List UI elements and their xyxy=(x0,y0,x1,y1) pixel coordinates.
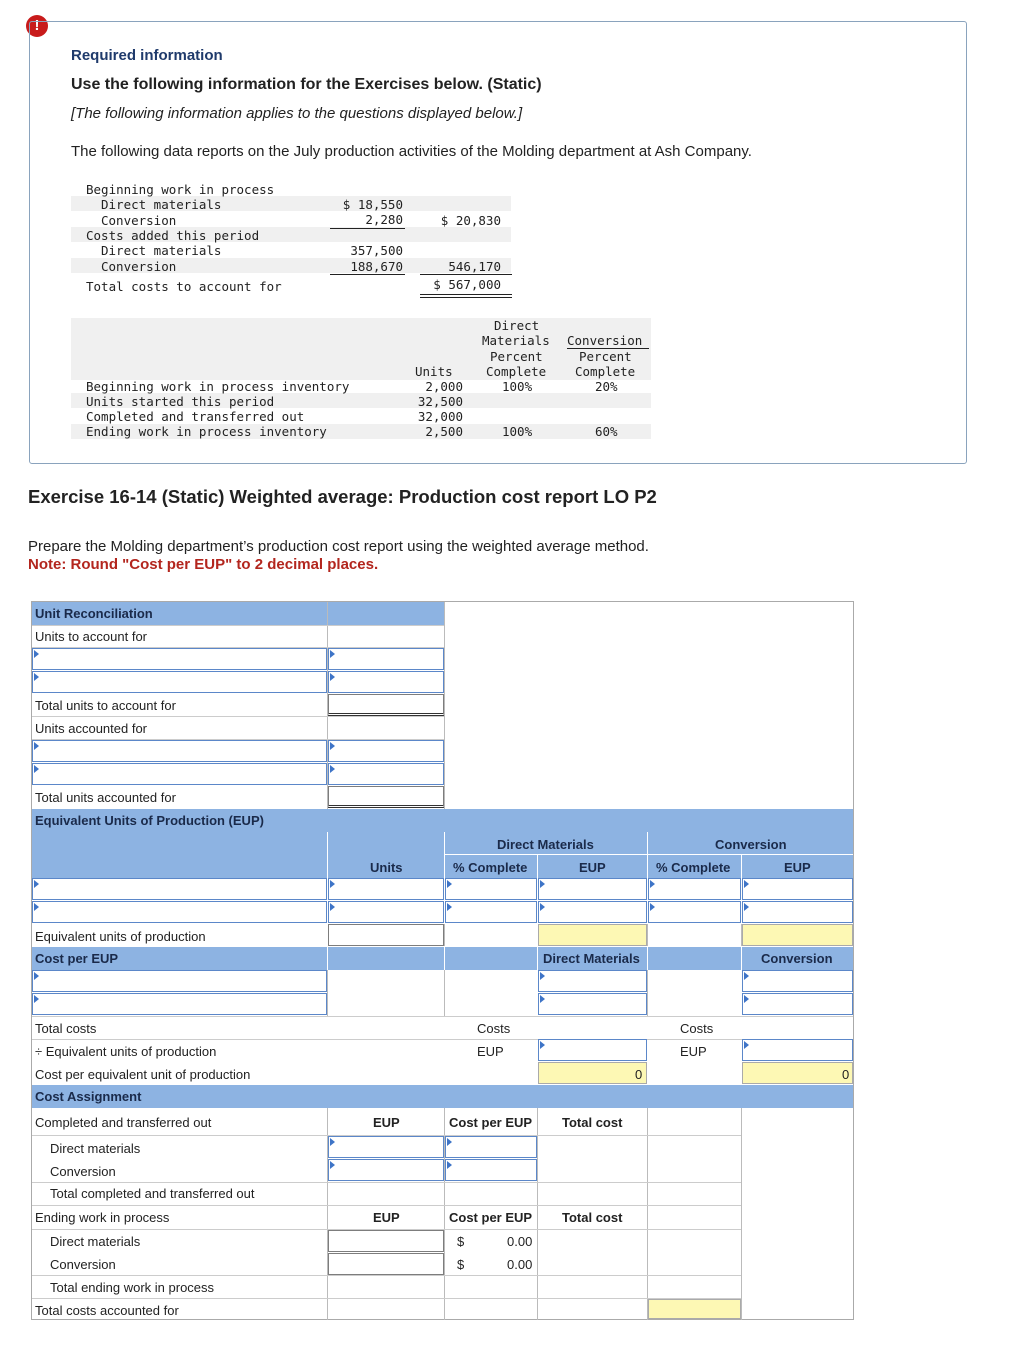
eup-row-2-dm-pct-input[interactable] xyxy=(445,901,537,923)
eup-row-1-dm-eup-input[interactable] xyxy=(538,878,647,900)
dm-cost-per-unit xyxy=(538,1062,647,1084)
rounding-note: Note: Round "Cost per EUP" to 2 decimal places. xyxy=(28,556,379,573)
eup-row-2-conv-pct-input[interactable] xyxy=(648,901,741,923)
ending-dm-cpe-value: 0.00 xyxy=(507,1234,533,1249)
bwip-label: Beginning work in process xyxy=(86,182,275,197)
ending-dm-dollar: $ xyxy=(457,1234,465,1249)
exercise-instructions: Prepare the Molding department’s production cost report using the weighted average method. xyxy=(28,538,649,555)
eup-conv-heading: Conversion xyxy=(715,837,787,852)
units-row-value: 2,000 xyxy=(425,379,463,394)
total-ending-label: Total ending work in process xyxy=(50,1280,215,1295)
cost-assignment-heading: Cost Assignment xyxy=(35,1089,142,1104)
dm-eup-divisor-input[interactable] xyxy=(538,1039,647,1061)
dm-cost-per-unit-value: 0 xyxy=(635,1067,643,1082)
conv-eup-divisor-input[interactable] xyxy=(742,1039,853,1061)
ending-conv-dollar: $ xyxy=(457,1257,465,1272)
eup-row-1-conv-eup-input[interactable] xyxy=(742,878,853,900)
ending-total-hdr: Total cost xyxy=(562,1210,623,1225)
units-row-label: Beginning work in process inventory xyxy=(86,379,350,394)
cost-row-2-label-input[interactable] xyxy=(32,993,327,1015)
total-costs-label: Total costs to account for xyxy=(86,279,282,294)
units-row-label: Ending work in process inventory xyxy=(86,424,327,439)
added-dm-label: Direct materials xyxy=(101,243,222,258)
cost-row-2-dm-input[interactable] xyxy=(538,993,647,1015)
eup-dm-eup-col: EUP xyxy=(579,860,606,875)
eup-conv-eup-col: EUP xyxy=(784,860,811,875)
eup-dm-pct-col: % Complete xyxy=(453,860,528,875)
units-to-account-value-input-2[interactable] xyxy=(328,671,444,693)
units-to-account-label: Units to account for xyxy=(35,629,147,644)
cost-row-1-label-input[interactable] xyxy=(32,970,327,992)
eup-conv-pct-col: % Complete xyxy=(656,860,731,875)
ending-conv-cpe-value: 0.00 xyxy=(507,1257,533,1272)
units-to-account-label-input-2[interactable] xyxy=(32,671,327,693)
completed-conv-eup-input[interactable] xyxy=(328,1159,444,1181)
hdr-units: Units xyxy=(415,364,453,379)
ending-dm-label: Direct materials xyxy=(50,1234,141,1249)
eup-row-2-units-input[interactable] xyxy=(328,901,444,923)
ending-conv-eup-input[interactable] xyxy=(328,1253,444,1275)
total-completed-label: Total completed and transferred out xyxy=(50,1186,255,1201)
eup-total-conv xyxy=(742,924,853,946)
eup-dm-heading: Direct Materials xyxy=(497,837,594,852)
hdr-dm-3: Percent xyxy=(490,349,543,364)
unit-reconciliation-heading: Unit Reconciliation xyxy=(35,606,153,621)
bwip-total-value: $ 20,830 xyxy=(440,213,501,228)
added-conv-value: 188,670 xyxy=(350,259,403,274)
cost-per-unit-label: Cost per equivalent unit of production xyxy=(35,1067,251,1082)
total-units-accounted-label: Total units accounted for xyxy=(35,790,176,805)
completed-conv-label: Conversion xyxy=(50,1164,116,1179)
units-to-account-value-input-1[interactable] xyxy=(328,648,444,670)
eup-row-2-label-input[interactable] xyxy=(32,901,327,923)
bwip-dm-label: Direct materials xyxy=(101,197,222,212)
conv-eup-word: EUP xyxy=(680,1044,707,1059)
completed-cpe-hdr: Cost per EUP xyxy=(449,1115,533,1130)
units-row-conv: 20% xyxy=(595,379,618,394)
units-row-dm: 100% xyxy=(502,424,533,439)
units-row-value: 32,500 xyxy=(417,394,463,409)
eup-row-1-label-input[interactable] xyxy=(32,878,327,900)
added-dm-value: 357,500 xyxy=(350,243,403,258)
use-info-heading: Use the following information for the Exercises below. (Static) xyxy=(71,76,542,93)
completed-out-label: Completed and transferred out xyxy=(35,1115,212,1130)
ending-conv-label: Conversion xyxy=(50,1257,116,1272)
total-costs-accounted-value xyxy=(648,1299,741,1319)
ending-dm-eup-input[interactable] xyxy=(328,1230,444,1252)
total-costs-value: $ 567,000 xyxy=(433,277,501,292)
units-row-dm: 100% xyxy=(502,379,533,394)
alert-icon: ! xyxy=(26,15,48,37)
eup-row-2-conv-eup-input[interactable] xyxy=(742,901,853,923)
eup-total-label: Equivalent units of production xyxy=(35,929,206,944)
added-total-value: 546,170 xyxy=(448,259,501,274)
production-cost-report xyxy=(31,601,854,1320)
added-conv-label: Conversion xyxy=(101,259,177,274)
units-accounted-value-input-1[interactable] xyxy=(328,740,444,762)
units-row-value: 32,000 xyxy=(417,409,463,424)
eup-total-dm xyxy=(538,924,647,946)
hdr-conv-1: Conversion xyxy=(567,333,643,348)
eup-row-1-conv-pct-input[interactable] xyxy=(648,878,741,900)
cost-per-eup-dm-heading: Direct Materials xyxy=(543,951,640,966)
conv-cost-per-unit xyxy=(742,1062,853,1084)
total-costs-accounted-label: Total costs accounted for xyxy=(35,1303,179,1318)
completed-eup-hdr: EUP xyxy=(373,1115,400,1130)
units-row-value: 2,500 xyxy=(425,424,463,439)
dm-costs-word: Costs xyxy=(477,1021,511,1036)
completed-conv-cpe-input[interactable] xyxy=(445,1159,537,1181)
cost-per-eup-heading: Cost per EUP xyxy=(35,951,119,966)
hdr-dm-4: Complete xyxy=(486,364,547,379)
dm-eup-word: EUP xyxy=(477,1044,504,1059)
hdr-conv-2: Percent xyxy=(579,349,632,364)
units-row-label: Completed and transferred out xyxy=(86,409,305,424)
intro-text: The following data reports on the July production activities of the Molding department at Ash Company. xyxy=(71,143,752,160)
hdr-dm-1: Direct xyxy=(494,318,540,333)
div-eup-label: ÷ Equivalent units of production xyxy=(35,1044,217,1059)
hdr-conv-3: Complete xyxy=(575,364,636,379)
ending-cpe-hdr: Cost per EUP xyxy=(449,1210,533,1225)
conv-costs-word: Costs xyxy=(680,1021,714,1036)
units-accounted-label: Units accounted for xyxy=(35,721,148,736)
hdr-dm-2: Materials xyxy=(482,333,550,348)
bwip-dm-value: $ 18,550 xyxy=(342,197,403,212)
eup-total-units-input[interactable] xyxy=(328,924,444,946)
total-units-to-account-input[interactable] xyxy=(328,694,444,716)
eup-units-col: Units xyxy=(370,860,403,875)
ending-eup-hdr: EUP xyxy=(373,1210,400,1225)
completed-dm-eup-input[interactable] xyxy=(328,1136,444,1158)
required-info-title: Required information xyxy=(71,47,223,64)
completed-total-hdr: Total cost xyxy=(562,1115,623,1130)
bwip-conv-label: Conversion xyxy=(101,213,177,228)
eup-row-2-dm-eup-input[interactable] xyxy=(538,901,647,923)
units-row-label: Units started this period xyxy=(86,394,275,409)
bwip-conv-value: 2,280 xyxy=(365,212,403,227)
applies-note: [The following information applies to the questions displayed below.] xyxy=(71,105,523,122)
completed-dm-label: Direct materials xyxy=(50,1141,141,1156)
units-accounted-value-input-2[interactable] xyxy=(328,763,444,785)
total-costs-label: Total costs xyxy=(35,1021,97,1036)
total-units-accounted-input[interactable] xyxy=(328,786,444,808)
eup-row-1-dm-pct-input[interactable] xyxy=(445,878,537,900)
total-units-to-account-label: Total units to account for xyxy=(35,698,176,713)
cost-per-eup-conv-heading: Conversion xyxy=(761,951,833,966)
added-label: Costs added this period xyxy=(86,228,260,243)
conv-cost-per-unit-value: 0 xyxy=(842,1067,850,1082)
eup-row-1-units-input[interactable] xyxy=(328,878,444,900)
cost-row-1-dm-input[interactable] xyxy=(538,970,647,992)
units-to-account-label-input-1[interactable] xyxy=(32,648,327,670)
cost-row-1-conv-input[interactable] xyxy=(742,970,853,992)
ending-wip-label: Ending work in process xyxy=(35,1210,170,1225)
completed-dm-cpe-input[interactable] xyxy=(445,1136,537,1158)
eup-heading: Equivalent Units of Production (EUP) xyxy=(35,813,264,828)
exercise-title: Exercise 16-14 (Static) Weighted average: Production cost report LO P2 xyxy=(28,486,657,507)
units-accounted-label-input-2[interactable] xyxy=(32,763,327,785)
cost-row-2-conv-input[interactable] xyxy=(742,993,853,1015)
units-row-conv: 60% xyxy=(595,424,618,439)
units-accounted-label-input-1[interactable] xyxy=(32,740,327,762)
